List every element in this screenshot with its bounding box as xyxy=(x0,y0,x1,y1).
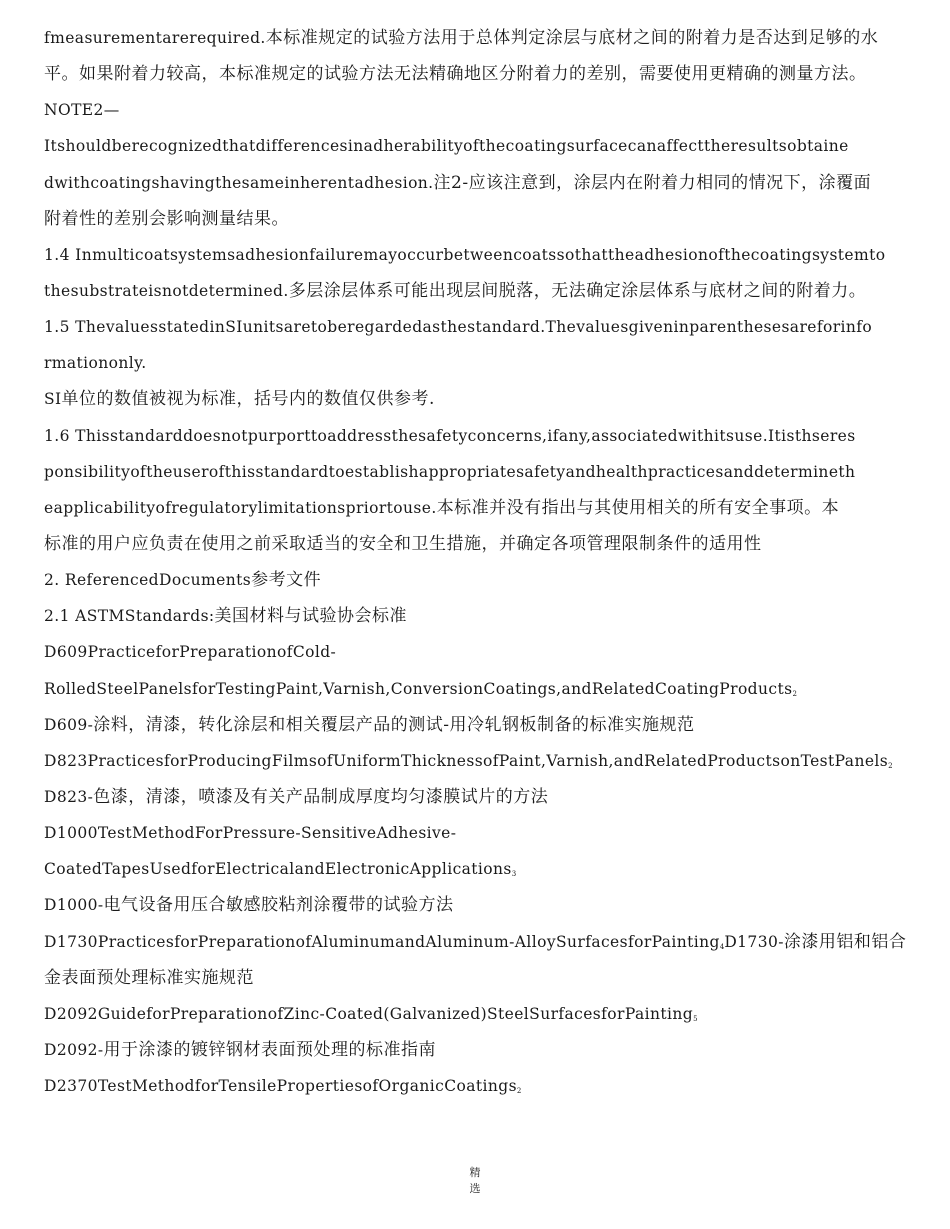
text-line-english: 1.5 ThevaluesstatedinSIunitsaretoberegardedasthestandard.Thevaluesgiveninparenthesesareforinfo xyxy=(44,318,873,337)
page-footer xyxy=(0,1165,950,1197)
text-line xyxy=(44,671,924,707)
text-line xyxy=(44,779,924,815)
text-line-english: dwithcoatingshavingthesameinherentadhesion. xyxy=(44,173,434,192)
text-line-english: 1.4 Inmulticoatsystemsadhesionfailuremayoccurbetweencoatssothattheadhesionofthecoatingsystemto xyxy=(44,245,886,264)
text-line xyxy=(44,924,924,960)
text-line xyxy=(44,815,924,851)
footer-mark-2: 选 xyxy=(469,1182,481,1195)
text-line-english: D2092- xyxy=(44,1040,104,1059)
text-line-chinese: 平。如果附着力较高，本标准规定的试验方法无法精确地区分附着力的差别，需要使用更精确的测量方法。 xyxy=(44,64,867,85)
text-line-english: 1.6 Thisstandarddoesnotpurporttoaddressthesafetyconcerns,ifany,associatedwithitsuse.Itisthseres xyxy=(44,426,856,445)
text-line-chinese: 多层涂层体系可能出现层间脱落，无法确定涂层体系与底材之间的附着力。 xyxy=(288,280,867,301)
text-line-chinese: 单位的数值被视为标准，括号内的数值仅供参考. xyxy=(61,389,435,410)
text-line-chinese: 涂漆用铝和铝合 xyxy=(783,931,907,952)
text-line xyxy=(44,562,924,598)
text-line-chinese: 美国材料与试验协会标准 xyxy=(214,606,408,627)
text-line xyxy=(44,743,924,779)
text-line-english: SI xyxy=(44,390,62,409)
text-line xyxy=(44,960,924,996)
text-line xyxy=(44,1068,924,1104)
text-line-english: NOTE2— xyxy=(44,101,120,120)
text-line xyxy=(44,165,924,201)
footnote-marker: 2 xyxy=(516,1087,522,1096)
text-line xyxy=(44,598,924,634)
text-line xyxy=(44,887,924,923)
text-line xyxy=(44,526,924,562)
text-line-english: fmeasurementarerequired. xyxy=(44,29,266,47)
text-line xyxy=(44,201,924,237)
text-line-chinese: 金表面预处理标准实施规范 xyxy=(44,967,254,988)
text-line xyxy=(44,851,924,887)
text-line-chinese: 涂料，清漆，转化涂层和相关覆层产品的测试-用冷轧钢板制备的标准实施规范 xyxy=(93,714,695,735)
text-line-chinese: 参考文件 xyxy=(251,570,322,591)
text-line xyxy=(44,454,924,490)
text-line-english: eapplicabilityofregulatorylimitationspriortouse. xyxy=(44,498,437,517)
text-line xyxy=(44,128,924,164)
text-line xyxy=(44,345,924,381)
text-line-english: D1000- xyxy=(44,896,104,915)
footnote-marker: 3 xyxy=(511,870,517,879)
text-line-english: D2092GuideforPreparationofZinc-Coated(Galvanized)SteelSurfacesforPainting xyxy=(44,1004,694,1023)
text-line xyxy=(44,273,924,309)
text-line-chinese: 电气设备用压合敏感胶粘剂涂覆带的试验方法 xyxy=(103,895,454,916)
text-line-chinese: 本标准并没有指出与其使用相关的所有安全事项。本 xyxy=(436,497,840,518)
text-line-english: D1730- xyxy=(724,932,784,951)
footnote-marker: 4 xyxy=(719,942,725,951)
text-line xyxy=(44,237,924,273)
text-line xyxy=(44,381,924,417)
text-line xyxy=(44,56,924,92)
text-line-english: rmationonly. xyxy=(44,354,147,373)
text-line xyxy=(44,418,924,454)
text-line-chinese: 用于涂漆的镀锌钢材表面预处理的标准指南 xyxy=(103,1039,437,1060)
text-line xyxy=(44,707,924,743)
text-line-chinese: 色漆，清漆，喷漆及有关产品制成厚度均匀漆膜试片的方法 xyxy=(93,786,549,807)
text-line xyxy=(44,996,924,1032)
text-line-english: Itshouldberecognizedthatdifferencesinadherabilityofthecoatingsurfacecanaffecttheresultsobtaine xyxy=(44,137,849,156)
text-line-english: ponsibilityoftheuserofthisstandardtoestablishappropriatesafetyandhealthpracticesanddetermineth xyxy=(44,462,856,481)
text-line-chinese: 注2-应该注意到，涂层内在附着力相同的情况下，涂覆面 xyxy=(433,172,872,193)
document-body xyxy=(44,20,924,1104)
text-line xyxy=(44,490,924,526)
text-line-english: D609- xyxy=(44,715,94,734)
footnote-marker: 5 xyxy=(693,1014,698,1023)
text-line-english: RolledSteelPanelsforTestingPaint,Varnish,ConversionCoatings,andRelatedCoatingProducts xyxy=(44,679,793,698)
footer-mark-1: 精 xyxy=(469,1166,481,1179)
text-line-english: CoatedTapesUsedforElectricalandElectronicApplications xyxy=(44,860,512,879)
text-line-chinese: 附着性的差别会影响测量结果。 xyxy=(44,208,289,229)
text-line-chinese: 本标准规定的试验方法用于总体判定涂层与底材之间的附着力是否达到足够的水 xyxy=(265,28,879,48)
text-line-english: D609PracticeforPreparationofCold- xyxy=(44,643,337,662)
footnote-marker: 2 xyxy=(888,761,893,770)
text-line xyxy=(44,1032,924,1068)
text-line-english: D1730PracticesforPreparationofAluminumandAluminum-AlloySurfacesforPainting xyxy=(44,932,720,951)
text-line xyxy=(44,20,924,56)
text-line xyxy=(44,634,924,670)
text-line-english: thesubstrateisnotdetermined. xyxy=(44,281,289,300)
text-line-english: D2370TestMethodforTensilePropertiesofOrganicCoatings xyxy=(44,1077,517,1096)
text-line-english: D823PracticesforProducingFilmsofUniformThicknessofPaint,Varnish,andRelatedProductsonTestPanels xyxy=(44,751,889,770)
text-line-english: D823- xyxy=(44,787,94,806)
text-line-english: 2.1 ASTMStandards: xyxy=(44,607,215,626)
text-line xyxy=(44,309,924,345)
text-line-chinese: 标准的用户应负责在使用之前采取适当的安全和卫生措施，并确定各项管理限制条件的适用性 xyxy=(44,533,762,554)
text-line-english: 2. ReferencedDocuments xyxy=(44,571,252,590)
text-line-english: D1000TestMethodForPressure-SensitiveAdhesive- xyxy=(44,824,457,843)
footnote-marker: 2 xyxy=(792,689,797,698)
text-line xyxy=(44,92,924,128)
